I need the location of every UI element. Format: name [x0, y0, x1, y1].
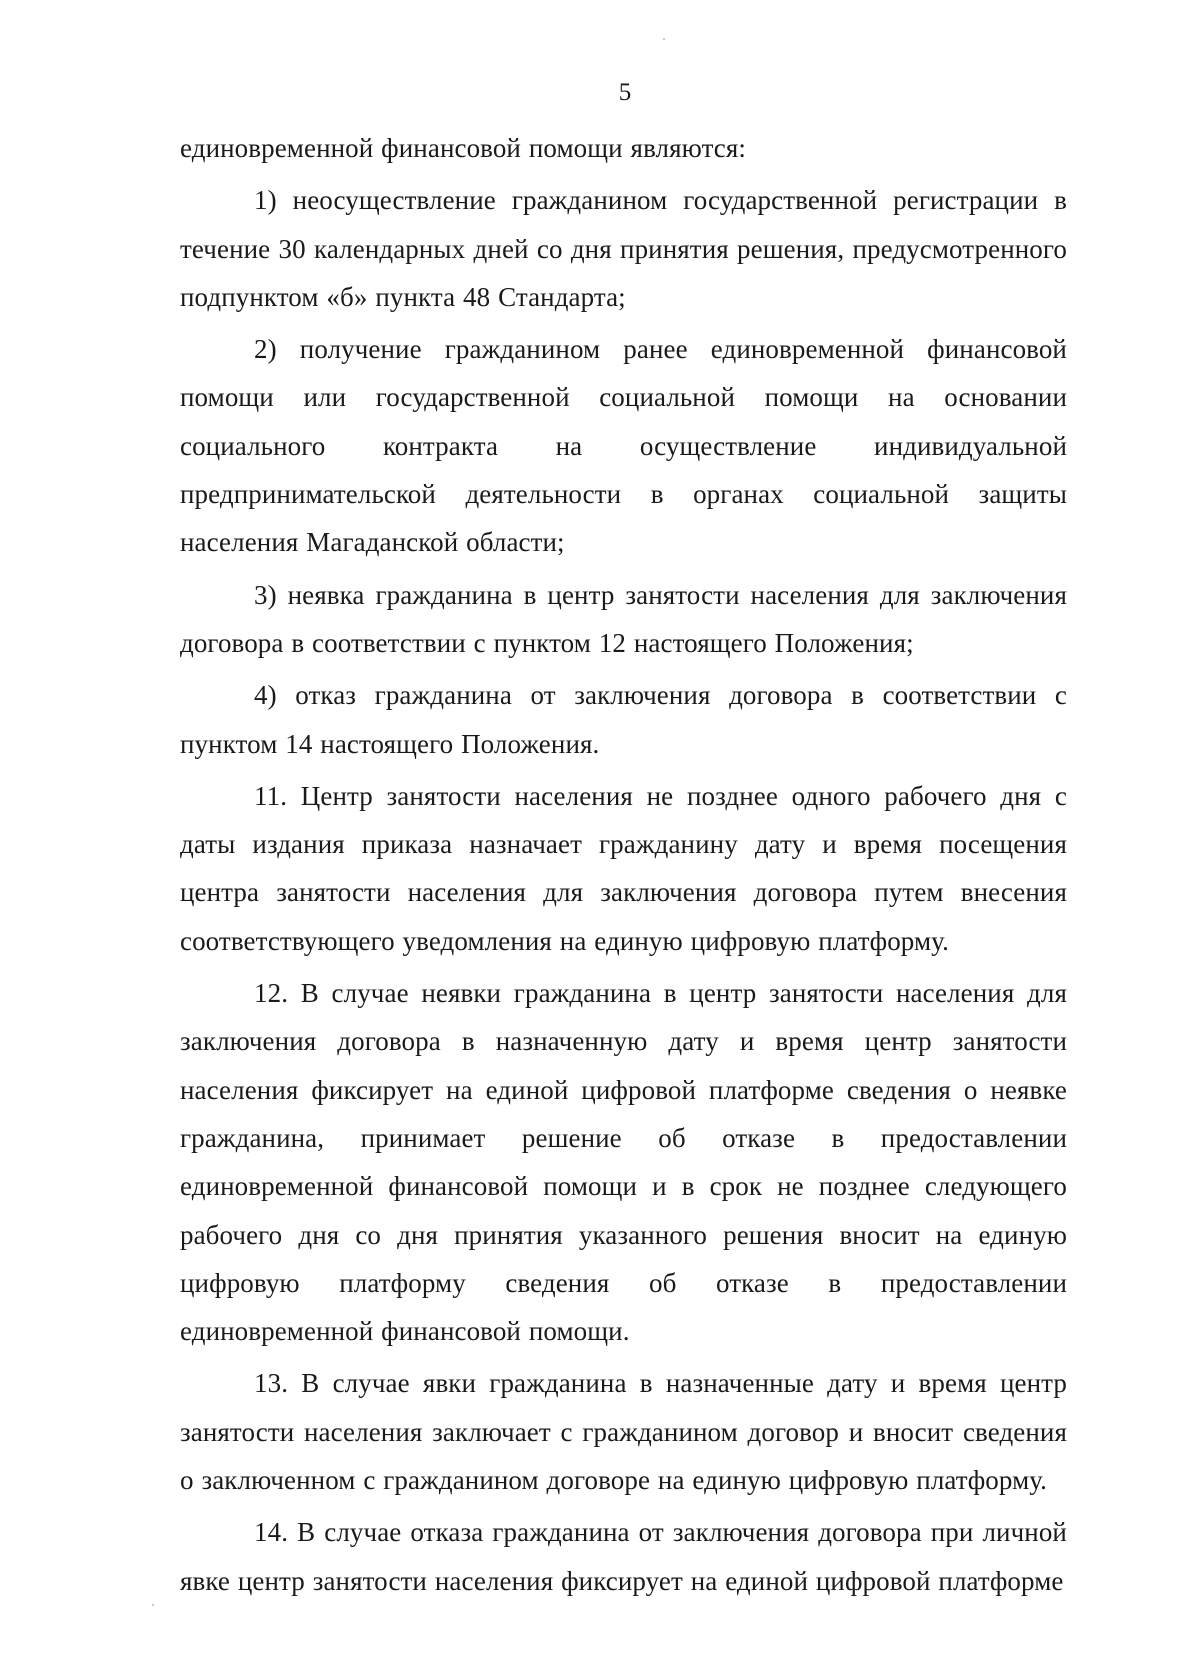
paragraph-continuation: единовременной финансовой помощи являются:: [180, 133, 746, 163]
clause-14: 14. В случае отказа гражданина от заключения договора при личной явке центр занятости населения фиксирует на единой цифровой платформе: [180, 1517, 1067, 1596]
list-item-4: 4) отказ гражданина от заключения договора в соответствии с пунктом 14 настоящего Положения.: [180, 680, 1067, 759]
scan-speck: [152, 1604, 154, 1606]
list-item-2: 2) получение гражданином ранее единовременной финансовой помощи или государственной социальной помощи на основании социального контракта на осуществление индивидуальной предпринимательской деятельности в органах социальной защиты населения Магаданской области;: [180, 334, 1067, 558]
clause-11: 11. Центр занятости населения не позднее одного рабочего дня с даты издания приказа назначает гражданину дату и время посещения центра занятости населения для заключения договора путем внесения соответствующего уведомления на единую цифровую платформу.: [180, 780, 1067, 956]
list-item-1: 1) неосуществление гражданином государственной регистрации в течение 30 календарных дней со дня принятия решения, предусмотренного подпунктом «б» пункта 48 Стандарта;: [180, 185, 1067, 312]
page-number: 5: [618, 79, 632, 106]
document-body: [180, 124, 1067, 1609]
clause-13: 13. В случае явки гражданина в назначенные дату и время центр занятости населения заключает с гражданином договор и вносит сведения о заключенном с гражданином договоре на единую цифровую платформу.: [180, 1368, 1067, 1496]
list-item-3: 3) неявка гражданина в центр занятости населения для заключения договора в соответствии с пунктом 12 настоящего Положения;: [180, 579, 1067, 658]
scan-speck: [663, 38, 665, 40]
clause-12: 12. В случае неявки гражданина в центр занятости населения для заключения договора в назначенную дату и время центр занятости населения фиксирует на единой цифровой платформе сведения о неявке гражданина, принимает решение об отказе в предоставлении единовременной финансовой помощи и в срок не позднее следующего рабочего дня со дня принятия указанного решения вносит на единую цифровую платформу сведения об отказе в предоставлении единовременной финансовой помощи.: [180, 978, 1067, 1347]
